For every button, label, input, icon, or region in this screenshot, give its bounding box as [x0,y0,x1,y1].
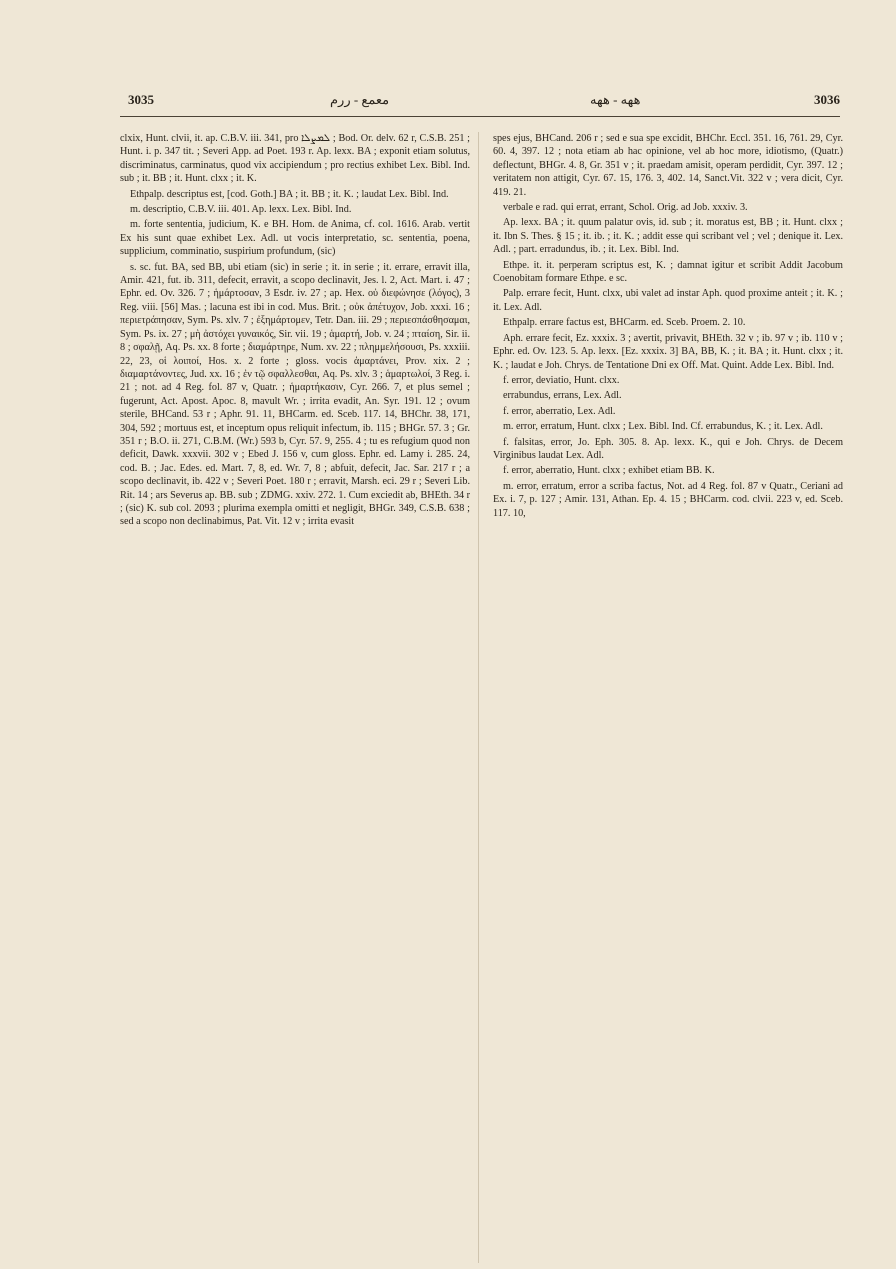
left-column [120,132,470,531]
right-running-head: ههه - ههه [590,92,641,107]
right-column [493,132,843,522]
entry-paragraph: f. error, deviatio, Hunt. clxx. [503,374,620,386]
entry-paragraph: Ethpalp. errare factus est, BHCarm. ed. Sceb. Proem. 2. 10. [503,317,746,329]
entry-paragraph: f. error, aberratio, Hunt. clxx ; exhibet etiam BB. K. [503,465,715,477]
entry-paragraph: s. sc. fut. BA, sed BB, ubi etiam (sic) in serie ; it. in serie ; it. errare, erravit illa, Amir. 421, fut. ib. 311, defecit, erravit, a scopo declinavit, Jes. l. 2, Act. Mart. i. 47 ; Ephr. ed. Ov. 326. 7 ; ἡμάρτοσαν, 3 Esdr. iv. 27 ; ap. Hex. οὐ διεφώνησε (λόγος), 3 Reg. viii. [56] Mas. ; lacuna est ibi in cod. Mus. Brit. ; οὐκ ἀπέτυχον, Job. xxxi. 16 ; περιετράπησαν, Sym. Ps. xlv. 7 ; ἐξημάρτομεν, Tetr. Dan. iii. 29 ; περιεσπάσθησαμαι, Sym. Ps. ix. 27 ; μὴ ἀστόχει γυναικός, Sir. vii. 19 ; ἁμαρτή, Job. v. 24 ; πταίση, Sir. ii. 8 ; σφαλῇ, Aq. Ps. xx. 8 forte ; διαμάρτηρε, Num. xv. 22 ; πλημμελήσουσι, Ps. xxxiii. 22, 23, οἱ λοιποί, Hos. x. 2 forte ; gloss. vocis ἁμαρτάνει, Prov. xix. 2 ; διαμαρτάνοντες, Jud. xx. 16 ; ἐν τῷ σφαλλεσθαι, Aq. Ps. xlv. 3 ; ἁμαρτωλοί, 3 Reg. i. 21 ; not. ad 4 Reg. fol. 87 v, Quatr. ; ἡμαρτήκασιν, Cyr. 266. 7, et plus semel ; fugerunt, Act. Apost. Apoc. 8, mavult Wr. ; irrita evadit, An. Syr. 191. 12 ; ovum sterile, BHCand. 53 r ; Aphr. 91. 11, BHCarm. ed. Sceb. 117. 14, BHChr. 38, 171, 304, 592 ; mortuus est, et inceptum opus reliquit infectum, ib. 115 ; BHGr. 57. 3 ; Gr. 351 r ; B.O. ii. 271, C.B.M. (Wr.) 593 b, Cyr. 57. 9, 255. 4 ; tu es refugium quod non deficit, Dawk. xxxvii. 302 v ; Ebed J. 156 v, cum gloss. Ephr. ed. Lamy i. 285. 24, cod. B. ; Jac. Edes. ed. Mart. 7, 8, ed. Wr. 7, 8 ; abfuit, defecit, Jac. Sar. 217 r ; a scopo declinavit, ib. 422 v ; Severi Poet. 180 r ; erravit, Marsh. eci. 29 r ; Severi Lib. Rit. 14 ; ars Severus ap. BB. sub ; ZDMG. xxiv. 272. 1. Cum exciedit ab, BHEth. 34 r ; (sic) K. sub col. 2093 ; plurima exempla omitti et negligit, BHGr. 349, C.S.B. 638 ; sed a scopo non declinabimus, Pat. Vit. 12 v ; irrita evasit [120,261,470,528]
entry-paragraph: Ethpalp. descriptus est, [cod. Goth.] BA ; it. BB ; it. K. ; laudat Lex. Bibl. Ind. [130,188,449,200]
entry-paragraph: m. descriptio, C.B.V. iii. 401. Ap. lexx. Lex. Bibl. Ind. [130,204,352,216]
right-page-number: 3036 [814,92,840,107]
page-header [120,92,840,114]
entry-paragraph: Aph. errare fecit, Ez. xxxix. 3 ; avertit, privavit, BHEth. 32 v ; ib. 97 v ; ib. 110 v ; Ephr. ed. Ov. 123. 5. Ap. lexx. [Ez. xxxix. 3] BA, BB, K. ; it. BA ; it. Hunt. clxx ; it. K. ; laudat e Joh. Chrys. de Tentatione Dni ex Off. Mat. Quint. Adde Lex. Bibl. Ind. [493,332,843,371]
entry-paragraph: m. error, erratum, Hunt. clxx ; Lex. Bibl. Ind. Cf. errabundus, K. ; it. Lex. Adl. [503,421,823,433]
entry-paragraph: m. error, erratum, error a scriba factus, Not. ad 4 Reg. fol. 87 v Quatr., Ceriani ad Ex. i. 7, p. 127 ; Amir. 131, Athan. Ep. 4. 15 ; BHCarm. cod. clvii. 223 v, ed. Sceb. 117. 10, [493,480,843,519]
left-running-head: معمع - ررم [330,92,390,107]
entry-paragraph: Palp. errare fecit, Hunt. clxx, ubi valet ad instar Aph. quod proxime anteit ; it. K. ; it. Lex. Adl. [493,288,843,313]
entry-paragraph: clxix, Hunt. clvii, it. ap. C.B.V. iii. 341, pro ܠܡܨܠܐ ; Bod. Or. delv. 62 r, C.S.B. 251 ; Hunt. i. p. 347 tit. ; Severi App. ad Poet. 193 r. Ap. lexx. BA ; exponit etiam solutus, discriminatus, carminatus, quod vix accipiendum ; pro rectius exhibet Lex. Bibl. Ind. sub ; it. BB ; it. Hunt. clxx ; it. K. [120,133,470,185]
entry-paragraph: errabundus, errans, Lex. Adl. [503,390,622,402]
left-page-number: 3035 [128,92,154,107]
column-gutter [478,132,479,1263]
entry-paragraph: Ethpe. it. it. perperam scriptus est, K. ; damnat igitur et scribit Addit Jacobum Coenobitam formare Ethpe. e sc. [493,259,843,285]
entry-paragraph: Ap. lexx. BA ; it. quum palatur ovis, id. sub ; it. moratus est, BB ; it. Hunt. clxx ; it. Ibn S. Thes. § 15 ; it. ib. ; it. K. ; addit esse qui scribant vel ; vel ; denique it. Lex. Adl. ; part. erradundus, ib. ; it. Lex. Bibl. Ind. [493,217,843,256]
entry-paragraph: f. error, aberratio, Lex. Adl. [503,405,616,417]
entry-paragraph: f. falsitas, error, Jo. Eph. 305. 8. Ap. lexx. K., qui e Joh. Chrys. de Decem Virginibus laudat Lex. Adl. [493,436,843,461]
header-rule [120,116,840,117]
entry-paragraph: verbale e rad. qui errat, errant, Schol. Orig. ad Job. xxxiv. 3. [503,202,748,214]
entry-paragraph: m. forte sententia, judicium, K. e BH. Hom. de Anima, cf. col. 1616. Arab. vertit Ex his sunt quae exhibet Lex. Adl. ut vocis interpretatio, sc. sententia, poena, supplicium, comminatio, suspirium profundum, (sic) [120,219,470,258]
entry-paragraph: spes ejus, BHCand. 206 r ; sed e sua spe excidit, BHChr. Eccl. 351. 16, 761. 29, Cyr. 60. 4, 397. 12 ; nota etiam ab hac opinione, vel ab hoc more, idiotismo, (Quatr.) deflectunt, BHGr. 4. 8, Gr. 351 v ; it. praedam amisit, operam perdidit, Cyr. 397. 12 ; veritatem non attigit, Cyr. 67. 15, 176. 3, 402. 14, Sanct.Vit. 322 v ; vera dicit, Cyr. 419. 21. [493,133,843,198]
